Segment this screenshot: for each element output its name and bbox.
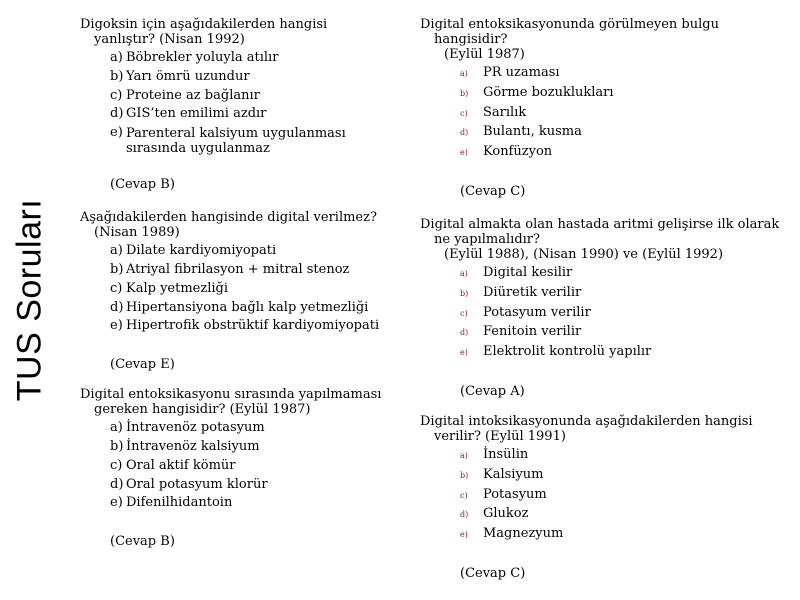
option-item <box>420 486 790 506</box>
option-text: Parenteral kalsiyum uygulanması sırasında uygulanmaz <box>126 126 346 157</box>
option-item <box>80 476 390 495</box>
option-text: Konfüzyon <box>483 144 553 160</box>
question-block <box>80 387 390 549</box>
option-label: e) <box>110 318 123 334</box>
option-label: c) <box>110 280 123 296</box>
option-item <box>420 323 790 343</box>
option-list <box>420 64 790 163</box>
option-item <box>80 317 390 336</box>
option-item <box>80 438 390 457</box>
option-label: e) <box>460 530 468 540</box>
option-label: c) <box>110 457 123 473</box>
option-label: d) <box>110 299 124 315</box>
option-item <box>80 494 390 513</box>
answer-text: (Cevap B) <box>110 534 175 550</box>
option-label: b) <box>110 438 124 454</box>
answer-text: (Cevap C) <box>460 565 526 581</box>
option-text: Böbrekler yoluyla atılır <box>126 50 279 65</box>
question-block <box>80 210 390 372</box>
option-item <box>80 457 390 476</box>
option-text: Proteine az bağlanır <box>126 87 260 103</box>
option-label: d) <box>460 128 469 138</box>
right-column <box>420 17 790 581</box>
option-list <box>80 242 390 336</box>
option-text: Potasyum verilir <box>483 304 591 320</box>
answer-text: (Cevap C) <box>460 183 526 199</box>
question-text: Digital entoksikasyonu sırasında yapılmaması gereken hangisidir? (Eylül 1987) <box>80 387 382 418</box>
question-text: Digoksin için aşağıdakilerden hangisi yanlıştır? (Nisan 1992) <box>80 17 328 47</box>
option-label: e) <box>460 148 468 158</box>
option-item <box>80 280 390 299</box>
question-date: (Eylül 1987) <box>444 47 525 62</box>
option-label: a) <box>110 243 123 259</box>
option-text: Potasyum <box>483 486 547 502</box>
option-item <box>420 264 790 284</box>
option-label: d) <box>110 476 124 492</box>
option-item <box>420 343 790 363</box>
option-text: Görme bozuklukları <box>483 84 614 100</box>
question-block <box>420 17 790 199</box>
option-text: Bulantı, kusma <box>483 124 582 140</box>
option-text: Dilate kardiyomiyopati <box>126 243 277 259</box>
option-label: c) <box>460 308 468 318</box>
option-text: Sarılık <box>483 104 527 120</box>
option-label: a) <box>460 69 468 78</box>
option-label: c) <box>460 490 468 500</box>
question-date: (Eylül 1988), (Nisan 1990) ve (Eylül 1992) <box>444 246 724 262</box>
left-column <box>80 17 390 549</box>
option-item <box>80 105 390 124</box>
option-item <box>420 466 790 486</box>
option-text: İnsülin <box>483 446 529 462</box>
option-label: a) <box>460 450 468 460</box>
option-item <box>420 123 790 143</box>
option-text: Digital kesilir <box>483 264 573 280</box>
option-label: e) <box>460 348 468 358</box>
option-item <box>80 299 390 318</box>
option-item <box>420 304 790 324</box>
option-item <box>80 49 390 68</box>
option-item <box>80 242 390 261</box>
option-label: d) <box>110 106 124 122</box>
option-text: Diüretik verilir <box>483 284 582 300</box>
option-text: Kalsiyum <box>483 466 544 482</box>
option-list <box>420 264 790 363</box>
option-text: Hipertansiyona bağlı kalp yetmezliği <box>126 299 369 315</box>
option-item <box>80 68 390 87</box>
option-label: d) <box>460 328 469 338</box>
option-text: Glukoz <box>483 506 529 522</box>
option-text: Kalp yetmezliği <box>126 280 229 296</box>
option-label: b) <box>110 68 124 84</box>
option-text: Hipertrofik obstrüktif kardiyomiyopati <box>126 318 380 334</box>
option-list <box>80 49 390 156</box>
option-label: a) <box>110 420 123 436</box>
option-label: c) <box>110 87 123 103</box>
option-text: PR uzaması <box>483 65 560 80</box>
option-label: b) <box>110 261 124 277</box>
option-label: b) <box>460 470 469 480</box>
option-item <box>420 104 790 124</box>
question-text: Digital intoksikasyonunda aşağıdakilerden hangisi verilir? (Eylül 1991) <box>420 413 753 444</box>
option-list <box>80 419 390 513</box>
answer-text: (Cevap B) <box>110 177 175 193</box>
option-text: GIS’ten emilimi azdır <box>126 106 267 122</box>
option-item <box>420 505 790 525</box>
option-label: c) <box>460 108 468 118</box>
option-label: b) <box>460 88 469 98</box>
option-text: Elektrolit kontrolü yapılır <box>483 344 652 360</box>
answer-text: (Cevap A) <box>460 383 525 399</box>
option-text: Yarı ömrü uzundur <box>126 68 250 84</box>
option-label: a) <box>110 50 123 65</box>
option-item <box>80 87 390 106</box>
option-text: İntravenöz potasyum <box>126 420 265 436</box>
answer-text: (Cevap E) <box>110 357 175 373</box>
option-text: Fenitoin verilir <box>483 324 582 340</box>
option-item <box>420 143 790 163</box>
side-title: TUS Soruları <box>10 198 49 402</box>
option-item <box>420 84 790 104</box>
option-label: b) <box>460 288 469 298</box>
question-block <box>420 217 790 399</box>
question-text: Digital almakta olan hastada aritmi gelişirse ilk olarak ne yapılmalıdır? <box>420 216 780 247</box>
option-label: a) <box>460 268 468 278</box>
option-item <box>420 446 790 466</box>
option-item <box>420 284 790 304</box>
option-text: İntravenöz kalsiyum <box>126 438 260 454</box>
question-block <box>80 17 390 192</box>
question-text: Aşağıdakilerden hangisinde digital verilmez? (Nisan 1989) <box>80 210 377 241</box>
option-text: Oral potasyum klorür <box>126 476 268 492</box>
option-text: Magnezyum <box>483 526 564 542</box>
option-item <box>80 124 390 156</box>
option-item <box>80 419 390 438</box>
option-label: e) <box>110 495 123 511</box>
option-label: e) <box>110 125 123 141</box>
question-text: Digital entoksikasyonunda görülmeyen bulgu hangisidir? <box>420 17 719 47</box>
question-block <box>420 414 790 581</box>
option-text: Atriyal fibrilasyon + mitral stenoz <box>126 261 350 277</box>
option-item <box>80 261 390 280</box>
option-item <box>420 64 790 84</box>
option-text: Oral aktif kömür <box>126 457 236 473</box>
option-list <box>420 446 790 545</box>
option-label: d) <box>460 510 469 520</box>
option-text: Difenilhidantoin <box>126 495 233 511</box>
option-item <box>420 525 790 545</box>
